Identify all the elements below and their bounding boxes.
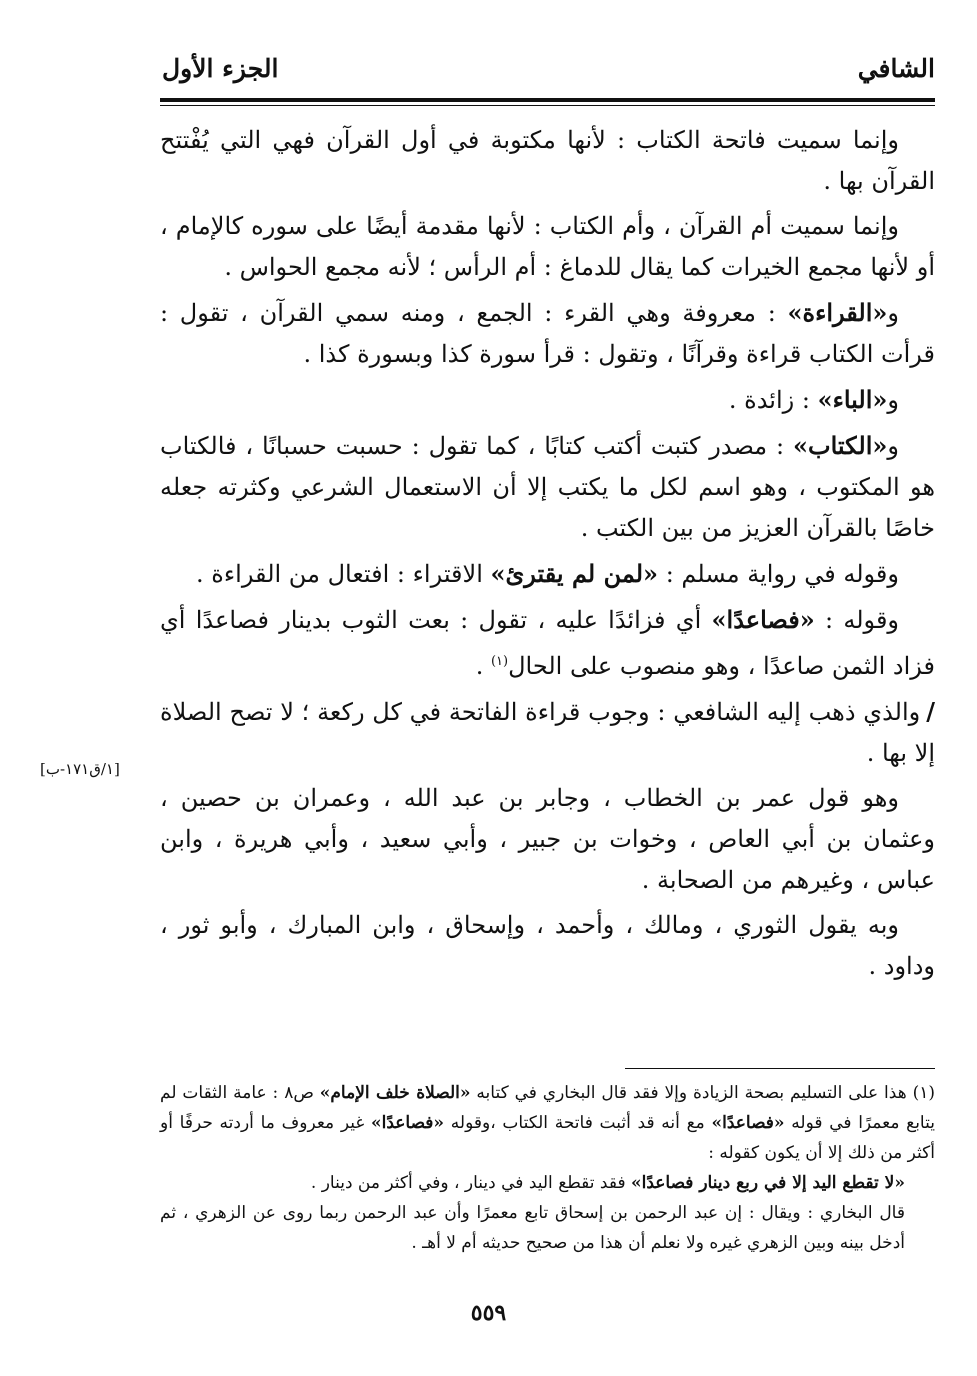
quoted-term: «لمن لم يقترئ» xyxy=(490,559,659,588)
paragraph-kitab xyxy=(160,425,935,549)
text-prefix: و xyxy=(887,386,899,414)
definition-text: : مصدر كتبت أكتب كتابًا ، كما تقول : حسبت حسبانًا ، فالكتاب هو المكتوب ، وهو اسم لكل ما يكتب إلا أن الاستعمال الشرعي وكثرته جعله خاصًا بالقرآن العزيز من بين الكتب . xyxy=(160,432,936,542)
definition-text: الاقتراء : افتعال من القراءة . xyxy=(196,560,491,588)
sentence-end: . xyxy=(475,652,491,680)
paragraph-fasaidan xyxy=(160,599,935,687)
header-rule-thin xyxy=(160,105,935,106)
footnote-1-bukhari: قال البخاري : ويقال : إن عبد الرحمن بن إسحاق تابع معمرًا وأن عبد الرحمن ربما روى عن الزهري ، ثم أدخل بينه وبين الزهري غيره ولا نعلم أن هذا من صحيح حديثه أم لا أهـ . xyxy=(160,1203,905,1253)
folio-marker-slash: / xyxy=(926,697,935,726)
paragraph-baa xyxy=(160,379,935,421)
running-head-book-title: الشافي xyxy=(857,54,935,83)
quoted-term: «فصاعدًا» xyxy=(370,1113,445,1133)
footnote-text: ص٨ : عامة الثقات لم يتابع معمرًا في قوله xyxy=(160,1083,935,1133)
quoted-term: «فصاعدًا» xyxy=(711,605,815,634)
book-title: «الصلاة خلف الإمام» xyxy=(319,1083,471,1103)
paragraph-text: والذي ذهب إليه الشافعي : وجوب قراءة الفاتحة في كل ركعة ؛ لا تصح الصلاة إلا بها . xyxy=(160,698,935,767)
footnotes xyxy=(160,1078,935,1258)
footnote-text: فقد تقطع اليد في دينار ، وفي أكثر من دينار . xyxy=(310,1173,631,1193)
page-number: ٥٥٩ xyxy=(470,1300,507,1326)
quoted-term: «فصاعدًا» xyxy=(711,1113,785,1133)
paragraph-shafii-view xyxy=(160,691,935,774)
text-prefix: وقوله في رواية مسلم : xyxy=(658,560,899,588)
footnote-text: هذا على التسليم بصحة الزيادة وإلا فقد قال البخاري في كتابه xyxy=(470,1083,913,1103)
text-prefix: وقوله : xyxy=(814,606,900,634)
defined-term: «الكتاب» xyxy=(793,431,888,460)
footnote-text: غير معروف ما أردته حرفًا أو أكثر من ذلك إلا أن يكون كقوله : xyxy=(160,1113,935,1163)
definition-text: أي فزائدًا عليه ، تقول : بعت الثوب بدينار فصاعدًا أي فزاد الثمن صاعدًا ، وهو منصوب على الحال xyxy=(160,606,935,680)
defined-term: «القراءة» xyxy=(787,298,888,327)
header-rule-thick xyxy=(160,98,935,102)
paragraph-muslim-narration xyxy=(160,553,935,595)
hadith-quote: «لا تقطع اليد إلا في ربع دينار فصاعدًا» xyxy=(630,1173,905,1193)
paragraph-qiraa xyxy=(160,292,935,375)
footnote-number: (١) xyxy=(912,1083,935,1103)
text-prefix: و xyxy=(887,299,899,327)
paragraph-umm-al-quran: وإنما سميت أم القرآن ، وأم الكتاب : لأنها مقدمة أيضًا على سوره كالإمام ، أو لأنها مجمع الخيرات كما يقال للدماغ : أم الرأس ؛ لأنه مجمع الحواس . xyxy=(160,212,935,281)
footnote-separator xyxy=(625,1068,935,1069)
paragraph-companions: وهو قول عمر بن الخطاب ، وجابر بن عبد الله ، وعمران بن حصين ، وعثمان بن أبي العاص ، وخوات بن جبير ، وأبي سعيد ، وأبي هريرة ، وابن عباس ، وغيرهم من الصحابة . xyxy=(160,784,935,894)
footnote-reference[interactable]: (١) xyxy=(490,654,509,669)
manuscript-folio-note: [١/ق١٧١-ب] xyxy=(40,760,120,778)
definition-text: : زائدة . xyxy=(728,386,818,414)
definition-text: : معروفة وهي القرء : الجمع ، ومنه سمي القرآن ، تقول : قرأت الكتاب قراءة وقرآنًا ، وتقول : قرأ سورة كذا وبسورة كذا . xyxy=(160,299,935,368)
text-prefix: و xyxy=(887,432,899,460)
defined-term: «الباء» xyxy=(817,385,888,414)
footnote-text: مع أنه قد أثبت فاتحة الكتاب ،وقوله xyxy=(444,1113,712,1133)
running-head-volume: الجزء الأول xyxy=(162,54,279,83)
paragraph-fatiha: وإنما سميت فاتحة الكتاب : لأنها مكتوبة في أول القرآن فهي التي يُفْتتح القرآن بها . xyxy=(160,126,935,195)
main-text xyxy=(160,120,935,991)
footnote-1 xyxy=(160,1078,935,1168)
footnote-1-hadith xyxy=(160,1168,935,1198)
paragraph-scholars: وبه يقول الثوري ، ومالك ، وأحمد ، وإسحاق ، وابن المبارك ، وأبو ثور ، وداود . xyxy=(160,911,935,980)
